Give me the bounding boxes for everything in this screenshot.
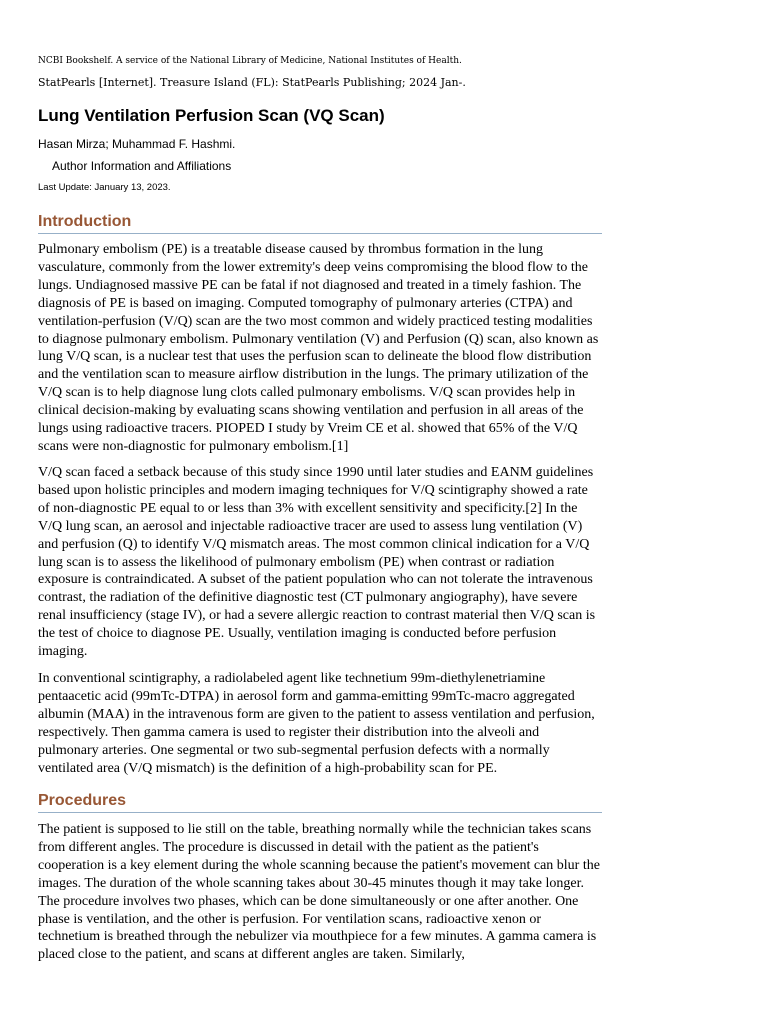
authors: Hasan Mirza; Muhammad F. Hashmi. <box>38 137 236 151</box>
paragraph: The patient is supposed to lie still on the table, breathing normally while the technician takes scans from different angles. The procedure is discussed in detail with the patient as the patient's cooperation is a key element during the whole scanning because the patient's movement can blur the images. The duration of the whole scanning takes about 30-45 minutes though it may take longer. The procedure involves two phases, which can be done simultaneously or one after another. One phase is ventilation, and the other is perfusion. For ventilation scans, radioactive xenon or technetium is breathed through the nebulizer via mouthpiece for a few minutes. A gamma camera is placed close to the patient, and scans at different angles are taken. Similarly, <box>38 822 600 963</box>
paragraph: Pulmonary embolism (PE) is a treatable disease caused by thrombus formation in the lung vasculature, commonly from the lower extremity's deep veins compromising the blood flow to the lungs. Undiagnosed massive PE can be fatal if not diagnosed and treated in a timely fashion. The diagnosis of PE is based on imaging. Computed tomography of pulmonary arteries (CTPA) and ventilation-perfusion (V/Q) scan are the two most common and widely practiced testing modalities to diagnose pulmonary embolism. Pulmonary ventilation (V) and Perfusion (Q) scan, also known as lung V/Q scan, is a nuclear test that uses the perfusion scan to delineate the blood flow distribution and the ventilation scan to measure airflow distribution in the lungs. The primary utilization of the V/Q scan is to help diagnose lung clots called pulmonary embolisms. V/Q scan provides help in clinical decision-making by evaluating scans showing ventilation and perfusion in all areas of the lungs using radioactive tracers. PIOPED I study by Vreim CE et al. showed that 65% of the V/Q scans were non-diagnostic for pulmonary embolism.[1] <box>38 242 599 454</box>
author-affiliations-link[interactable]: Author Information and Affiliations <box>52 159 232 173</box>
bookshelf-notice: NCBI Bookshelf. A service of the National Library of Medicine, National Institutes of Health. <box>38 56 462 66</box>
citation: StatPearls [Internet]. Treasure Island (FL): StatPearls Publishing; 2024 Jan-. <box>38 76 466 89</box>
paragraph: In conventional scintigraphy, a radiolabeled agent like technetium 99m-diethylenetriamine pentaacetic acid (99mTc-DTPA) in aerosol form and gamma-emitting 99mTc-macro aggregated albumin (MAA) in the intravenous form are given to the patient to assess ventilation and perfusion, respectively. Then gamma camera is used to register their distribution into the alveoli and pulmonary arteries. One segmental or two sub-segmental perfusion defects with a normally ventilated area (V/Q mismatch) is the definition of a high-probability scan for PE. <box>38 671 595 776</box>
section-heading-introduction: Introduction <box>38 212 602 234</box>
page-title: Lung Ventilation Perfusion Scan (VQ Scan) <box>38 106 385 125</box>
last-update: Last Update: January 13, 2023. <box>38 182 171 193</box>
section-heading-procedures: Procedures <box>38 791 602 813</box>
paragraph: V/Q scan faced a setback because of this study since 1990 until later studies and EANM guidelines based upon holistic principles and modern imaging techniques for V/Q scintigraphy showed a rate of non-diagnostic PE equal to or less than 3% with excellent sensitivity and specificity.[2] In the V/Q lung scan, an aerosol and injectable radioactive tracer are used to assess lung ventilation (V) and perfusion (Q) to identify V/Q mismatch areas. The most common clinical indication for a V/Q lung scan is to assess the likelihood of pulmonary embolism (PE) when contrast or radiation exposure is contraindicated. A subset of the patient population who can not tolerate the intravenous contrast, the radiation of the definitive diagnostic test (CT pulmonary angiography), have severe renal insufficiency (stage IV), or had a severe allergic reaction to contrast material then V/Q scan is the test of choice to diagnose PE. Usually, ventilation imaging is conducted before perfusion imaging. <box>38 465 596 660</box>
